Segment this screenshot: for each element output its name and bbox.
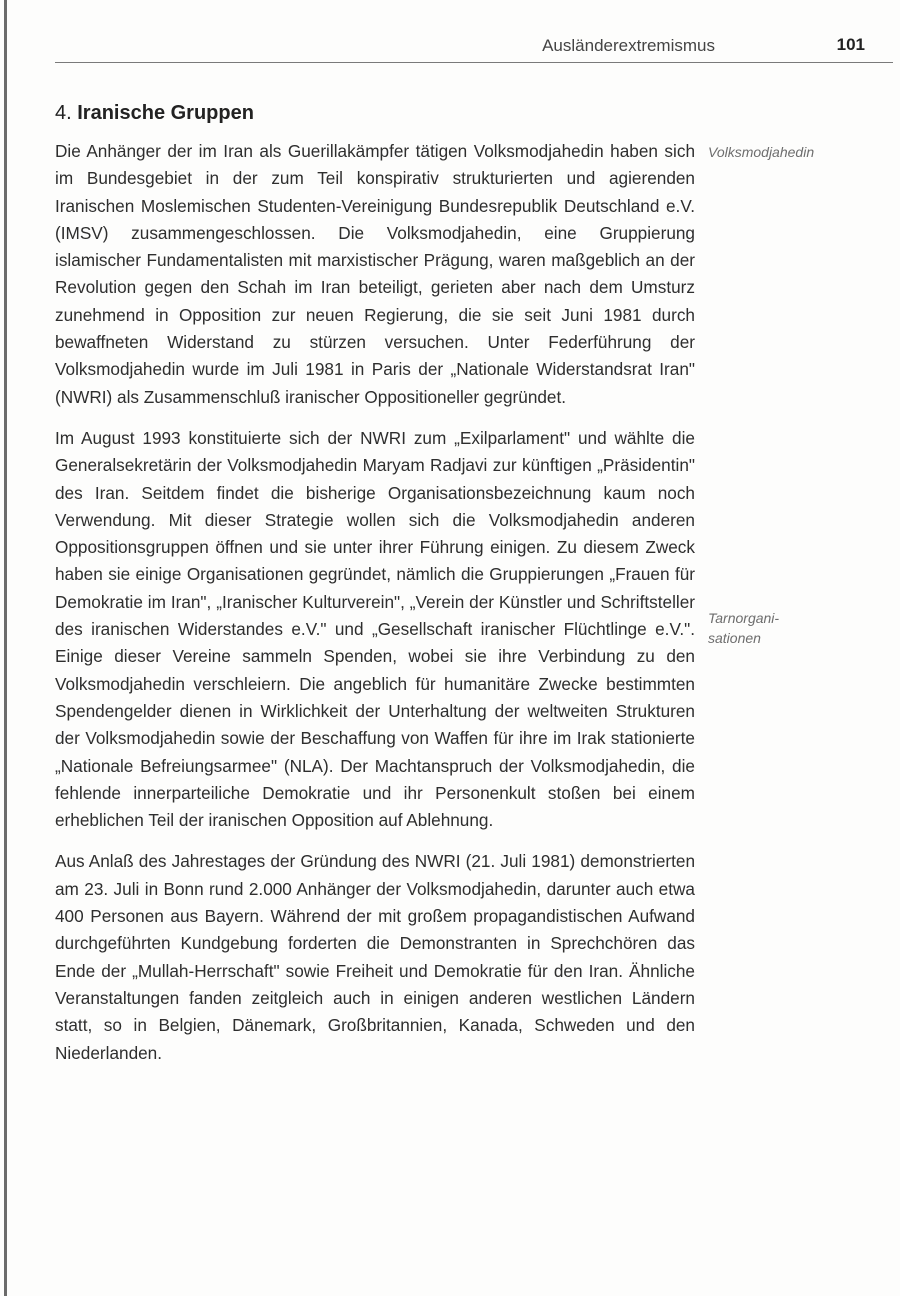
page-number: 101 [836, 35, 865, 54]
header-title: Ausländerextremismus [542, 36, 715, 55]
section-heading [55, 102, 254, 125]
margin-note-tarnorganisationen: Tarnorgani-sationen [708, 610, 780, 646]
section-number: 4. [55, 102, 72, 124]
running-header [55, 30, 865, 62]
section-title: Iranische Gruppen [77, 102, 254, 124]
header-rule [55, 62, 893, 63]
body-text [55, 138, 695, 1081]
paragraph-1: Die Anhänger der im Iran als Guerillakämpfer tätigen Volksmodjahedin haben sich im Bundesgebiet in der zum Teil konspirativ strukturierten und agierenden Iranischen Moslemischen Studenten-Vereinigung Bundesrepublik Deutschland e.V. (IMSV) zusammengeschlossen. Die Volksmodjahedin, eine Gruppierung islamischer Fundamentalisten mit marxistischer Prägung, waren maßgeblich an der Revolution gegen den Schah im Iran beteiligt, gerieten aber nach dem Umsturz zunehmend in Opposition zur neuen Regierung, die sie seit Juni 1981 durch bewaffneten Widerstand zu stürzen versuchen. Unter Federführung der Volksmodjahedin wurde im Juli 1981 in Paris der „Nationale Widerstandsrat Iran" (NWRI) als Zusammenschluß iranischer Oppositioneller gegründet. [55, 141, 695, 407]
margin-note-volksmodjahedin: Volksmodjahedin [708, 144, 815, 160]
paragraph-2: Im August 1993 konstituierte sich der NWRI zum „Exilparlament" und wählte die Generalsekretärin der Volksmodjahedin Maryam Radjavi zur künftigen „Präsidentin" des Iran. Seitdem findet die bisherige Organisationsbezeichnung kaum noch Verwendung. Mit dieser Strategie wollen sich die Volksmodjahedin anderen Oppositionsgruppen öffnen und sie unter ihrer Führung einigen. Zu diesem Zweck haben sie einige Organisationen gegründet, nämlich die Gruppierungen „Frauen für Demokratie im Iran", „Iranischer Kulturverein", „Verein der Künstler und Schriftsteller des iranischen Widerstandes e.V." und „Gesellschaft iranischer Flüchtlinge e.V.". Einige dieser Vereine sammeln Spenden, wobei sie ihre Verbindung zu den Volksmodjahedin verschleiern. Die angeblich für humanitäre Zwecke bestimmten Spendengelder dienen in Wirklichkeit der Unterhaltung der weltweiten Strukturen der Volksmodjahedin sowie der Beschaffung von Waffen für ihre im Irak stationierte „Nationale Befreiungsarmee" (NLA). Der Machtanspruch der Volksmodjahedin, die fehlende innerparteiliche Demokratie und ihr Personenkult stoßen bei einem erheblichen Teil der iranischen Opposition auf Ablehnung. [55, 427, 695, 831]
paragraph-3: Aus Anlaß des Jahrestages der Gründung des NWRI (21. Juli 1981) demonstrierten am 23. Juli in Bonn rund 2.000 Anhänger der Volksmodjahedin, darunter auch etwa 400 Personen aus Bayern. Während der mit großem propagandistischen Aufwand durchgeführten Kundgebung forderten die Demonstranten in Sprechchören das Ende der „Mullah-Herrschaft" sowie Freiheit und Demokratie für den Iran. Ähnliche Veranstaltungen fanden zeitgleich auch in einigen anderen westlichen Ländern statt, so in Belgien, Dänemark, Großbritannien, Kanada, Schweden und den Niederlanden. [55, 851, 695, 1063]
binding-edge [4, 0, 7, 1296]
